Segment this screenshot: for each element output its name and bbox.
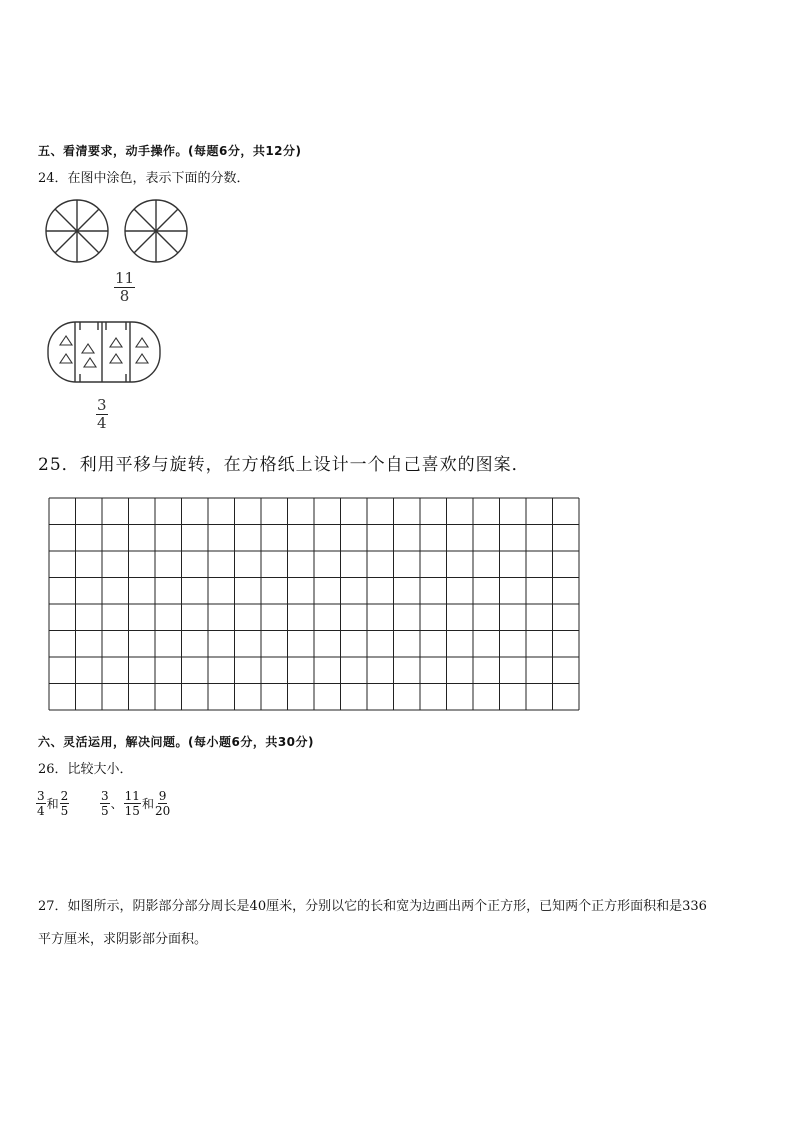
compare-pair-2 (100, 790, 170, 817)
question-24-text: 24．在图中涂色，表示下面的分数． (38, 171, 250, 186)
question-26-text: 26．比较大小． (38, 762, 133, 777)
fraction-denominator: 4 (97, 414, 107, 432)
fraction-circles-figure (40, 196, 200, 268)
joiner-text: 和 (46, 797, 59, 811)
triangle-icon (110, 354, 122, 363)
grid-paper[interactable] (48, 497, 580, 713)
fraction-3-4 (96, 398, 108, 431)
fraction-numerator: 3 (97, 396, 107, 414)
fraction-11-8 (114, 271, 135, 304)
question-27-line-2: 平方厘米，求阴影部分面积。 (38, 932, 208, 947)
triangle-icon (60, 336, 72, 345)
triangle-icon (136, 354, 148, 363)
fraction-denominator: 5 (60, 804, 69, 818)
fraction-numerator: 3 (101, 789, 109, 803)
capsule-outline (48, 322, 160, 382)
fraction-denominator: 8 (119, 287, 130, 305)
fraction-numerator: 2 (60, 789, 69, 803)
section-5-title: 五、看清要求，动手操作。(每题6分，共12分) (38, 144, 302, 158)
fraction-denominator: 4 (37, 804, 45, 818)
compare-pair-1 (36, 790, 69, 817)
fraction-denominator: 15 (124, 804, 140, 818)
triangle-icon (60, 354, 72, 363)
fraction-numerator: 11 (124, 789, 140, 803)
triangle-icon (84, 358, 96, 367)
joiner-text: 和 (141, 797, 154, 811)
fraction-denominator: 5 (101, 804, 109, 818)
separator-text: 、 (110, 797, 123, 811)
circle-left (46, 200, 108, 262)
circle-right (125, 200, 187, 262)
triangle-group (60, 336, 148, 367)
section-6-title: 六、灵活运用，解决问题。(每小题6分，共30分) (38, 735, 315, 749)
triangle-icon (82, 344, 94, 353)
fraction-numerator: 3 (37, 789, 45, 803)
fraction-denominator: 20 (154, 804, 171, 818)
question-25-text: 25．利用平移与旋转，在方格纸上设计一个自己喜欢的图案． (38, 455, 530, 475)
capsule-triangles-figure (46, 318, 164, 386)
triangle-icon (136, 338, 148, 347)
fraction-numerator: 11 (115, 269, 135, 287)
question-27-line-1: 27．如图所示，阴影部分部分周长是40厘米，分别以它的长和宽为边画出两个正方形，已知两个正方形面积和是336 (38, 899, 707, 914)
fraction-numerator: 9 (158, 789, 167, 803)
triangle-icon (110, 338, 122, 347)
